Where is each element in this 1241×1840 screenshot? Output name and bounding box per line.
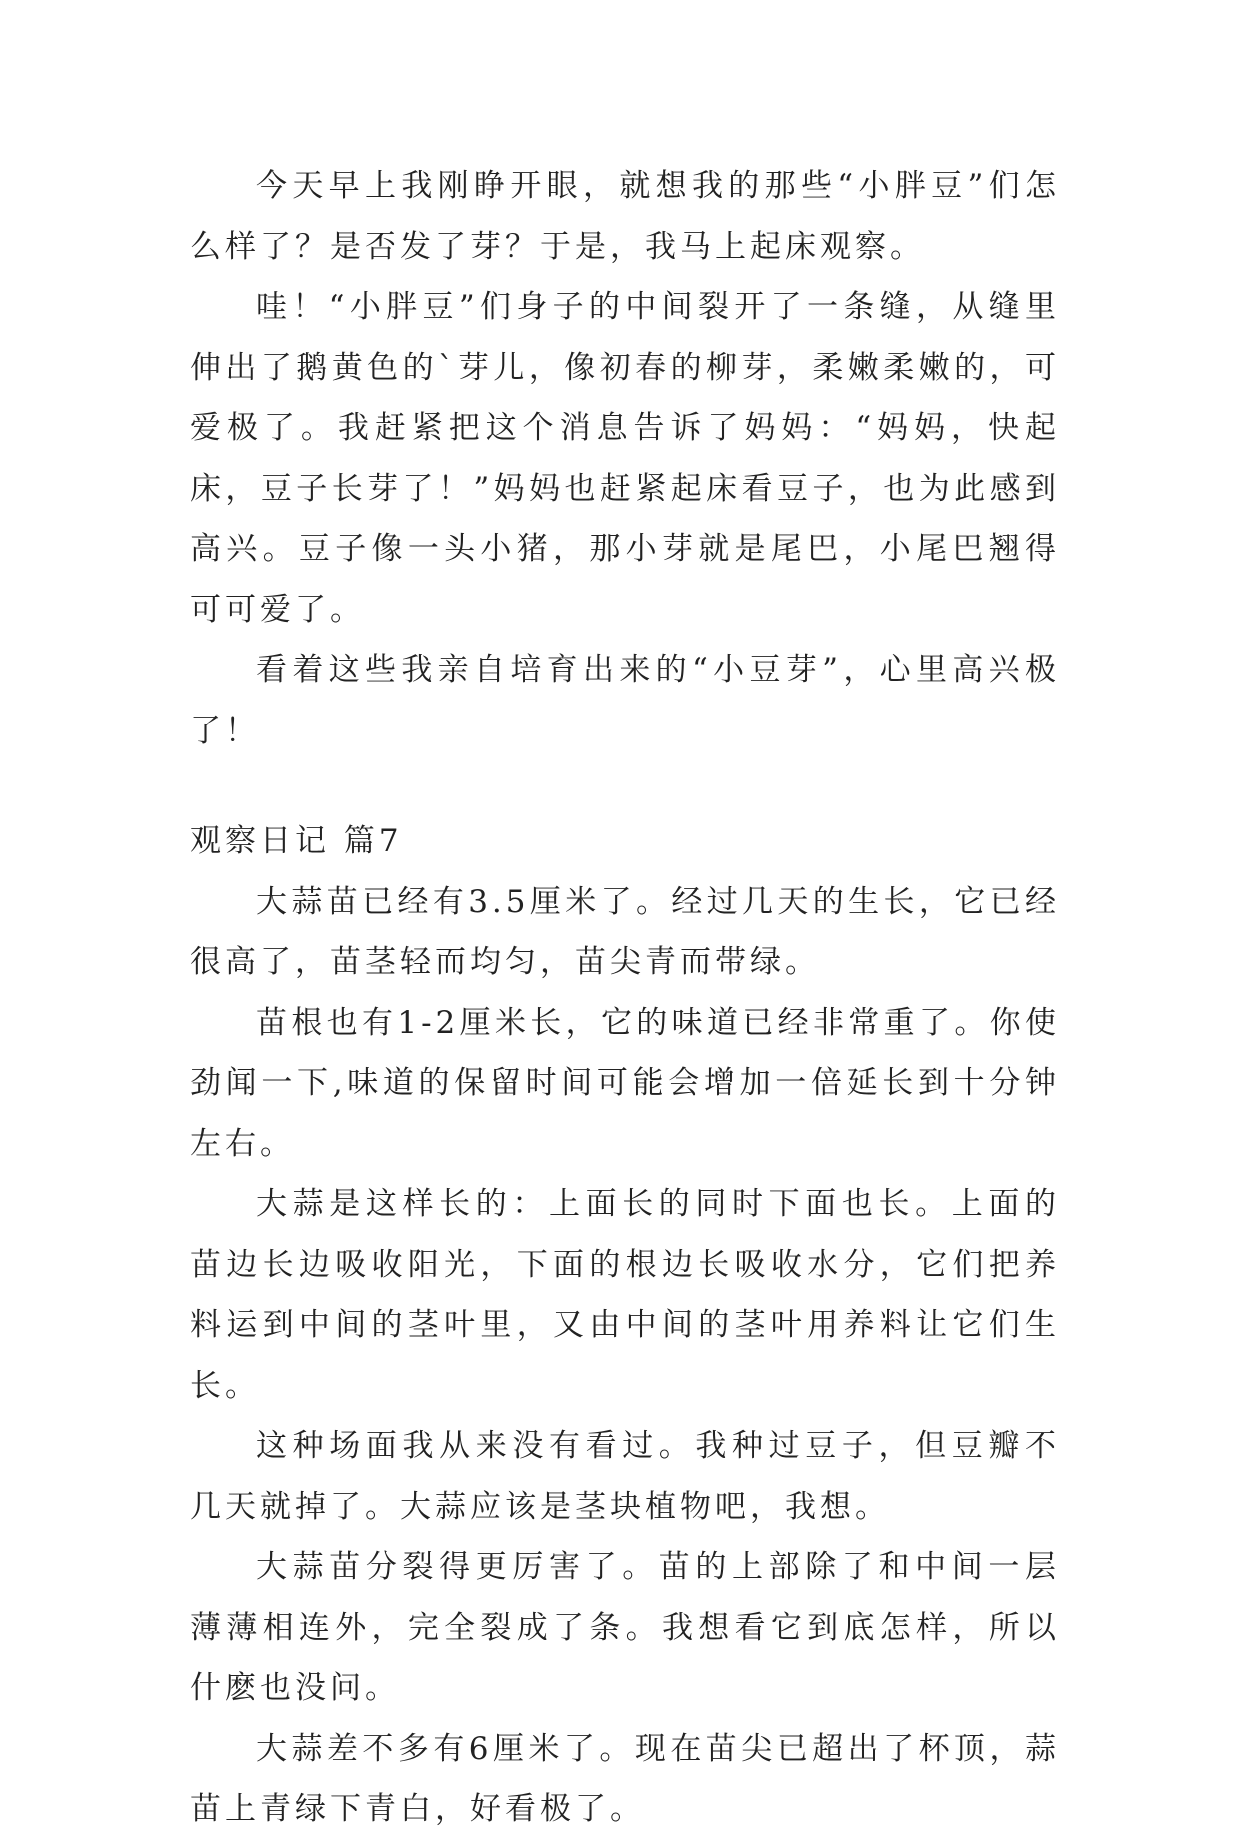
document-body	[190, 156, 1060, 1840]
section-heading: 观察日记 篇7	[190, 823, 403, 859]
paragraph-second-4: 这种场面我从来没有看过。我种过豆子，但豆瓣不几天就掉了。大蒜应该是茎块植物吧，我想。	[190, 1428, 1060, 1525]
paragraph-first-3: 看着这些我亲自培育出来的“小豆芽”，心里高兴极了！	[190, 652, 1060, 749]
paragraph-first-1: 今天早上我刚睁开眼，就想我的那些“小胖豆”们怎么样了？是否发了芽？于是，我马上起床观察。	[190, 168, 1060, 265]
paragraph-second-2: 苗根也有1-2厘米长，它的味道已经非常重了。你使劲闻一下,味道的保留时间可能会增加一倍延长到十分钟左右。	[190, 1004, 1060, 1162]
paragraph-second-3: 大蒜是这样长的：上面长的同时下面也长。上面的苗边长边吸收阳光，下面的根边长吸收水分，它们把养料运到中间的茎叶里，又由中间的茎叶用养料让它们生长。	[190, 1186, 1060, 1404]
paragraph-second-5: 大蒜苗分裂得更厉害了。苗的上部除了和中间一层薄薄相连外，完全裂成了条。我想看它到底怎样，所以什麽也没问。	[190, 1549, 1060, 1706]
paragraph-first-2: 哇！“小胖豆”们身子的中间裂开了一条缝，从缝里伸出了鹅黄色的`芽儿，像初春的柳芽，柔嫩柔嫩的，可爱极了。我赶紧把这个消息告诉了妈妈：“妈妈，快起床，豆子长芽了！”妈妈也赶紧起床看豆子，也为此感到高兴。豆子像一头小猪，那小芽就是尾巴，小尾巴翘得可可爱了。	[190, 289, 1060, 628]
paragraph-second-6: 大蒜差不多有6厘米了。现在苗尖已超出了杯顶，蒜苗上青绿下青白，好看极了。	[190, 1730, 1060, 1827]
paragraph-second-1: 大蒜苗已经有3.5厘米了。经过几天的生长，它已经很高了，苗茎轻而均匀，苗尖青而带绿。	[190, 883, 1060, 980]
